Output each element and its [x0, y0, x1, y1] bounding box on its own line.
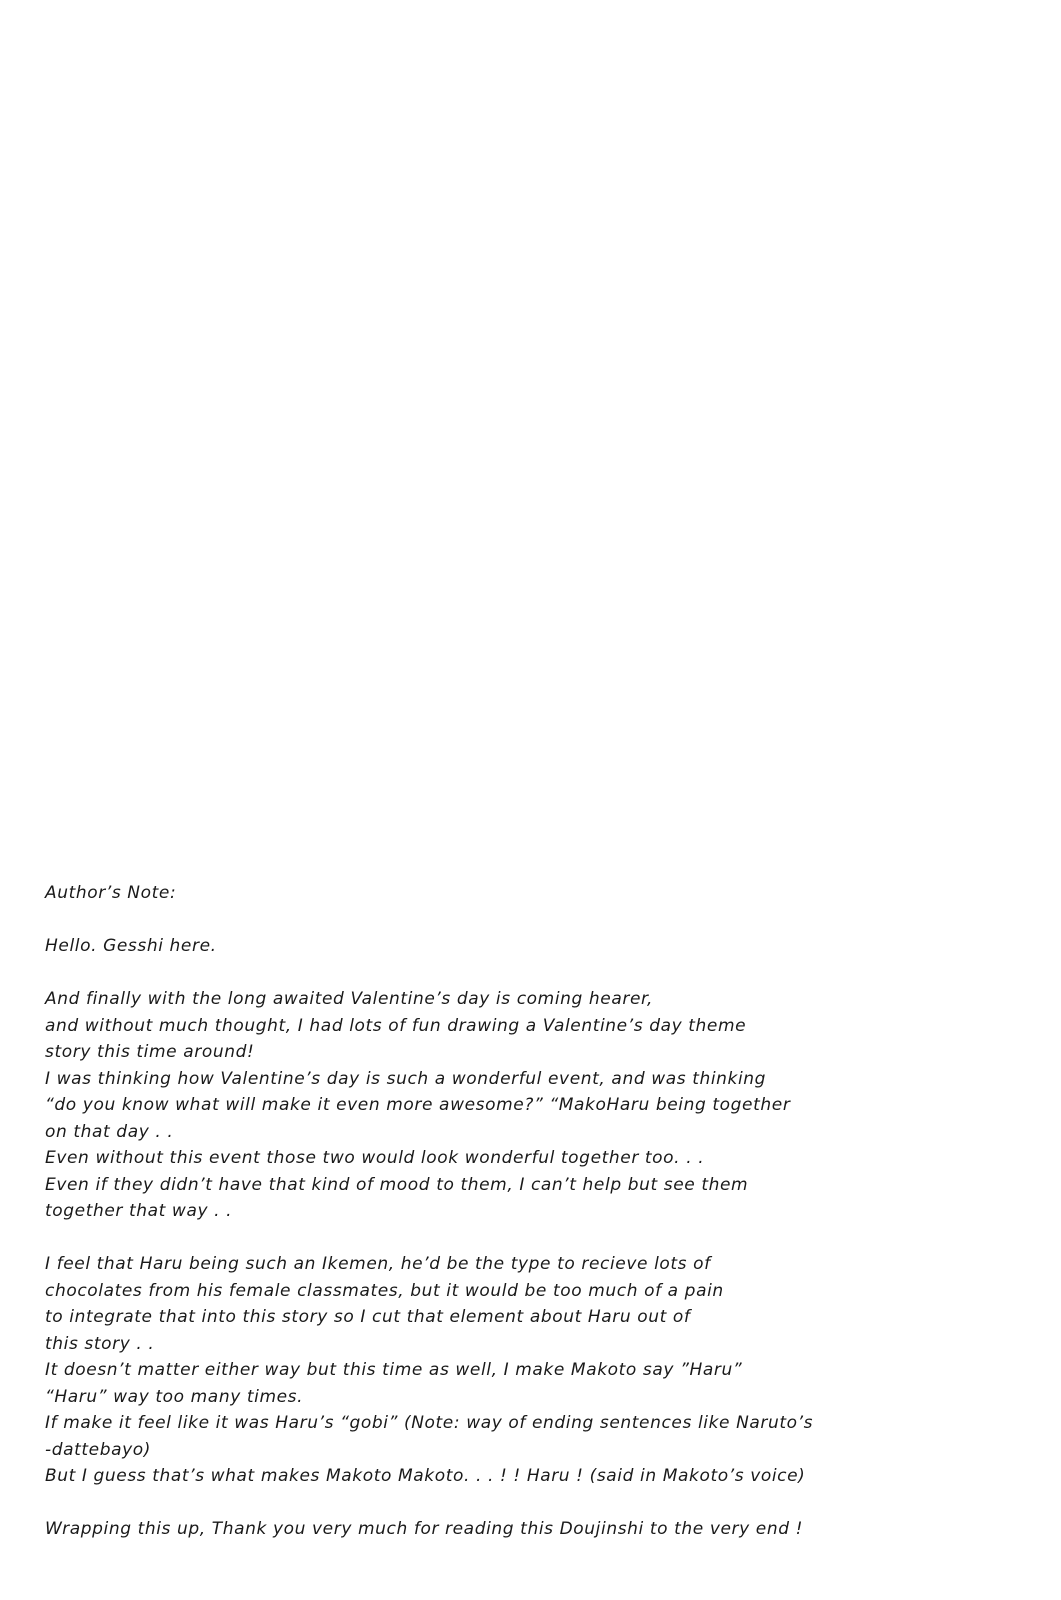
text-line: and without much thought, I had lots of fun drawing a Valentine’s day theme [45, 1015, 747, 1036]
note-closing: Wrapping this up, Thank you very much for reading this Doujinshi to the very end ! [45, 1519, 804, 1539]
text-line: It doesn’t matter either way but this time as well, I make Makoto say ”Haru” [45, 1360, 743, 1380]
text-line: chocolates from his female classmates, but it would be too much of a pain [45, 1280, 724, 1301]
paragraph-1 [45, 986, 1035, 1225]
spacer [45, 1490, 1035, 1517]
text-line: -dattebayo) [45, 1439, 152, 1460]
author-note [45, 880, 1035, 1543]
text-line: But I guess that’s what makes Makoto Makoto. . . ! ! Haru ! (said in Makoto’s voice) [45, 1466, 806, 1486]
text-line: Even if they didn’t have that kind of mood to them, I can’t help but see them [45, 1174, 749, 1195]
text-line: on that day . . [45, 1121, 174, 1142]
text-line: story this time around! [45, 1042, 255, 1062]
text-line: Even without this event those two would look wonderful together too. . . [45, 1148, 705, 1168]
spacer [45, 907, 1035, 934]
text-line: I was thinking how Valentine’s day is such a wonderful event, and was thinking [45, 1068, 767, 1089]
text-line: this story . . [45, 1333, 155, 1354]
text-line: “Haru” way too many times. [45, 1386, 304, 1407]
note-heading: Author’s Note: [45, 883, 177, 903]
text-line: “do you know what will make it even more awesome?” “MakoHaru being together [45, 1095, 791, 1115]
text-line: I feel that Haru being such an Ikemen, he’d be the type to recieve lots of [45, 1254, 711, 1274]
text-line: together that way . . [45, 1201, 233, 1221]
text-line: And finally with the long awaited Valentine’s day is coming hearer, [45, 989, 654, 1009]
text-line: If make it feel like it was Haru’s “gobi” (Note: way of ending sentences like Naruto’s [45, 1413, 814, 1433]
paragraph-2 [45, 1251, 1035, 1490]
spacer [45, 1225, 1035, 1252]
spacer [45, 960, 1035, 987]
text-line: to integrate that into this story so I cut that element about Haru out of [45, 1307, 691, 1327]
note-greeting: Hello. Gesshi here. [45, 936, 217, 956]
